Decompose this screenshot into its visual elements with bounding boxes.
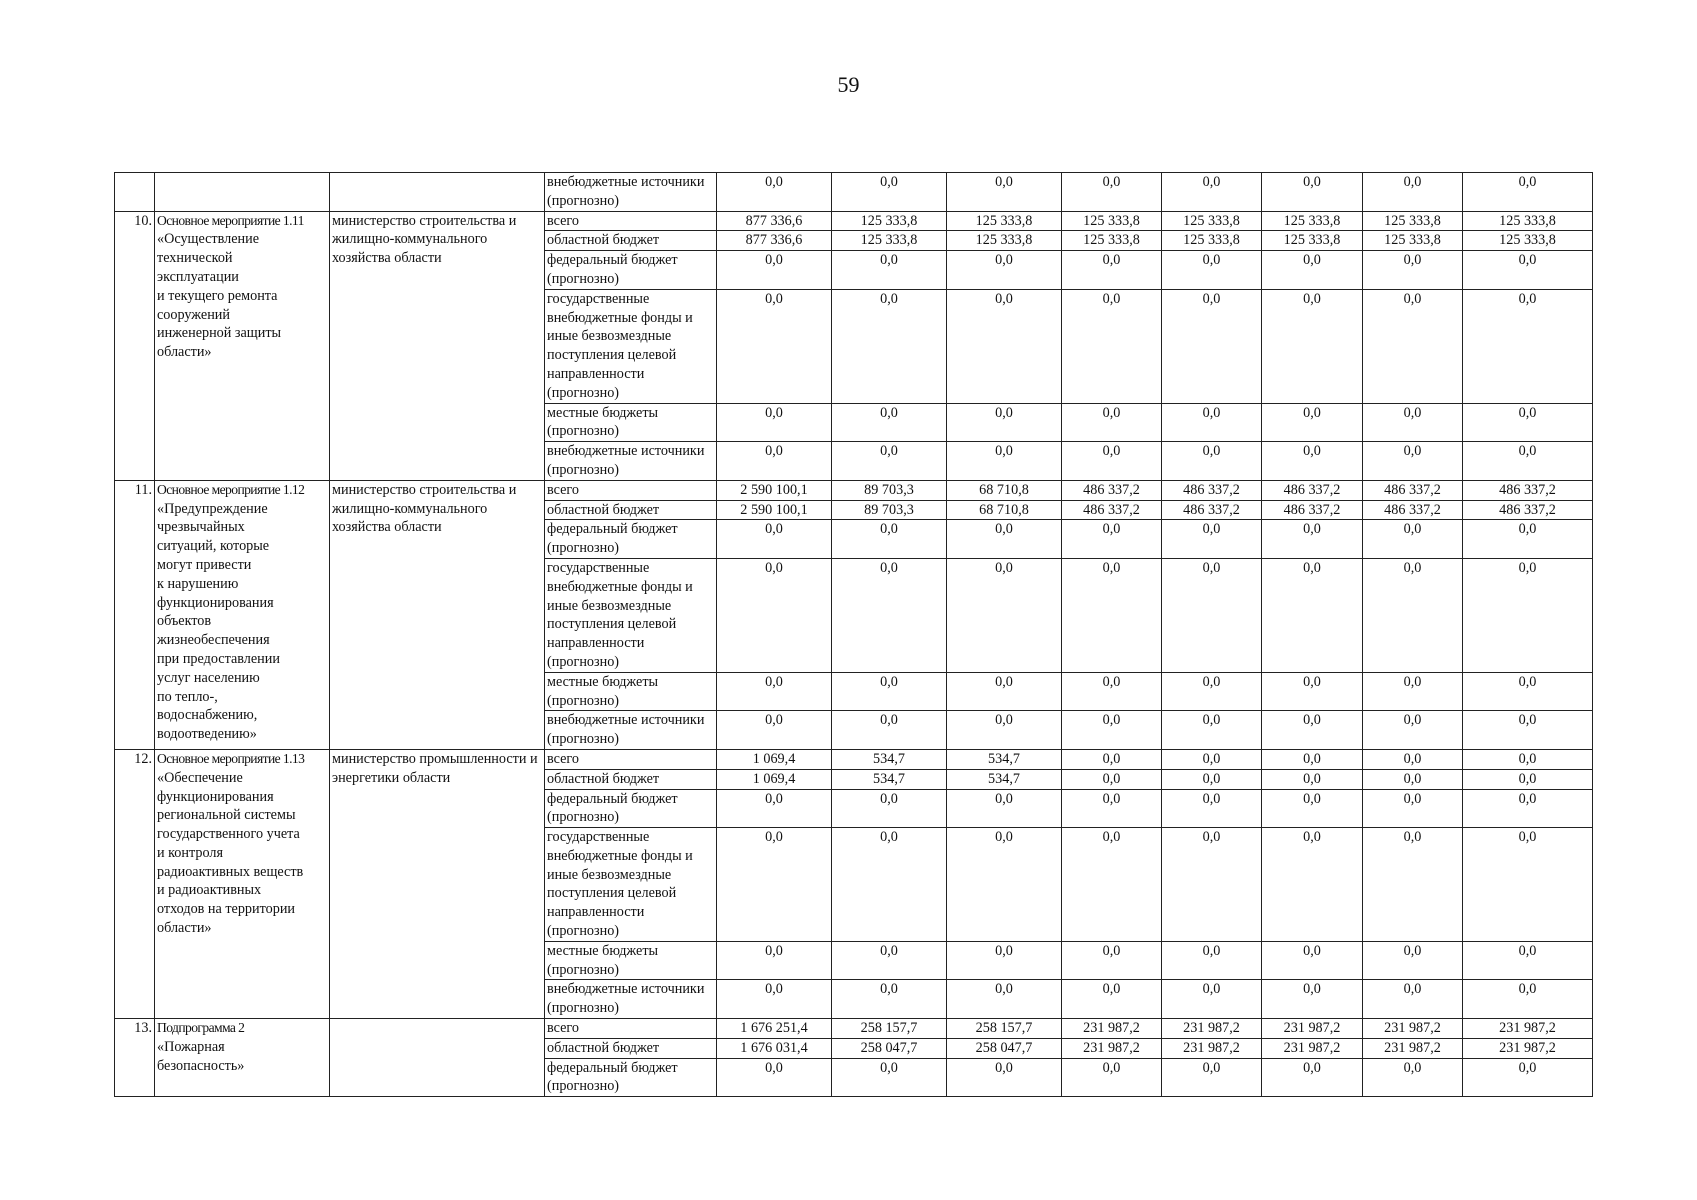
- value-cell: 231 987,2: [1062, 1019, 1162, 1039]
- value-cell: 0,0: [717, 828, 832, 942]
- value-cell: 0,0: [1363, 520, 1463, 559]
- executor-cell: министерство промышленности и энергетики области: [330, 749, 545, 1018]
- value-cell: 486 337,2: [1062, 500, 1162, 520]
- value-cell: 534,7: [947, 749, 1062, 769]
- value-cell: 231 987,2: [1463, 1038, 1593, 1058]
- source-cell: областной бюджет: [545, 500, 717, 520]
- value-cell: 0,0: [1463, 1058, 1593, 1097]
- value-cell: 0,0: [1463, 442, 1593, 481]
- value-cell: 486 337,2: [1363, 500, 1463, 520]
- value-cell: 0,0: [1262, 173, 1363, 212]
- index-cell: [115, 173, 155, 212]
- value-cell: 0,0: [1062, 442, 1162, 481]
- value-cell: 0,0: [1062, 558, 1162, 672]
- value-cell: 0,0: [832, 173, 947, 212]
- value-cell: 0,0: [717, 789, 832, 828]
- value-cell: 125 333,8: [947, 211, 1062, 231]
- value-cell: 0,0: [1162, 769, 1262, 789]
- value-cell: 2 590 100,1: [717, 480, 832, 500]
- source-cell: внебюджетные источники (прогнозно): [545, 711, 717, 750]
- value-cell: 125 333,8: [1463, 211, 1593, 231]
- value-cell: 0,0: [1062, 828, 1162, 942]
- source-cell: всего: [545, 211, 717, 231]
- value-cell: 258 047,7: [832, 1038, 947, 1058]
- value-cell: 0,0: [832, 1058, 947, 1097]
- source-cell: федеральный бюджет (прогнозно): [545, 251, 717, 290]
- value-cell: 0,0: [832, 789, 947, 828]
- value-cell: 231 987,2: [1262, 1038, 1363, 1058]
- value-cell: 0,0: [1262, 789, 1363, 828]
- value-cell: 0,0: [947, 941, 1062, 980]
- value-cell: 0,0: [947, 251, 1062, 290]
- value-cell: 486 337,2: [1062, 480, 1162, 500]
- value-cell: 0,0: [947, 672, 1062, 711]
- measure-title-head: Основное мероприятие 1.13: [157, 750, 305, 766]
- value-cell: 0,0: [1463, 980, 1593, 1019]
- value-cell: 486 337,2: [1262, 480, 1363, 500]
- value-cell: 231 987,2: [1363, 1038, 1463, 1058]
- value-cell: 486 337,2: [1463, 500, 1593, 520]
- value-cell: 125 333,8: [947, 231, 1062, 251]
- value-cell: 125 333,8: [1162, 211, 1262, 231]
- value-cell: 486 337,2: [1363, 480, 1463, 500]
- measure-title-body: «Обеспечение функционирования региональной системы государственного учета и контроля радиоактивных веществ и радиоактивных отходов на территории области»: [157, 769, 304, 937]
- table-row: [115, 749, 1593, 769]
- value-cell: 0,0: [1262, 711, 1363, 750]
- value-cell: 1 069,4: [717, 769, 832, 789]
- measure-title-head: Основное мероприятие 1.11: [157, 212, 304, 228]
- value-cell: 0,0: [717, 173, 832, 212]
- source-cell: всего: [545, 480, 717, 500]
- value-cell: 0,0: [1062, 173, 1162, 212]
- value-cell: 877 336,6: [717, 211, 832, 231]
- value-cell: 258 047,7: [947, 1038, 1062, 1058]
- value-cell: 0,0: [1162, 558, 1262, 672]
- value-cell: 0,0: [1062, 403, 1162, 442]
- value-cell: 0,0: [1162, 403, 1262, 442]
- value-cell: 0,0: [1162, 1058, 1262, 1097]
- value-cell: 0,0: [1463, 520, 1593, 559]
- value-cell: 0,0: [1162, 173, 1262, 212]
- value-cell: 0,0: [1463, 289, 1593, 403]
- value-cell: 0,0: [947, 520, 1062, 559]
- value-cell: 125 333,8: [1062, 231, 1162, 251]
- executor-cell: [330, 1019, 545, 1097]
- value-cell: 0,0: [1062, 672, 1162, 711]
- value-cell: 68 710,8: [947, 480, 1062, 500]
- value-cell: 125 333,8: [832, 231, 947, 251]
- value-cell: 231 987,2: [1363, 1019, 1463, 1039]
- value-cell: 89 703,3: [832, 480, 947, 500]
- value-cell: 0,0: [1162, 941, 1262, 980]
- source-cell: областной бюджет: [545, 231, 717, 251]
- value-cell: 0,0: [1363, 1058, 1463, 1097]
- source-cell: государственные внебюджетные фонды и иные безвозмездные поступления целевой направленности (прогнозно): [545, 289, 717, 403]
- value-cell: 125 333,8: [1463, 231, 1593, 251]
- value-cell: 0,0: [1262, 442, 1363, 481]
- value-cell: 0,0: [947, 403, 1062, 442]
- value-cell: 0,0: [1262, 980, 1363, 1019]
- value-cell: 0,0: [1262, 251, 1363, 290]
- source-cell: областной бюджет: [545, 1038, 717, 1058]
- value-cell: 0,0: [1262, 769, 1363, 789]
- value-cell: 0,0: [1162, 789, 1262, 828]
- table-row: [115, 480, 1593, 500]
- value-cell: 231 987,2: [1062, 1038, 1162, 1058]
- value-cell: 0,0: [1463, 173, 1593, 212]
- value-cell: 231 987,2: [1162, 1019, 1262, 1039]
- value-cell: 0,0: [947, 828, 1062, 942]
- source-cell: федеральный бюджет (прогнозно): [545, 520, 717, 559]
- value-cell: 0,0: [1162, 828, 1262, 942]
- value-cell: 0,0: [1363, 769, 1463, 789]
- source-cell: местные бюджеты (прогнозно): [545, 941, 717, 980]
- value-cell: 231 987,2: [1162, 1038, 1262, 1058]
- table-row: [115, 211, 1593, 231]
- value-cell: 0,0: [1262, 672, 1363, 711]
- value-cell: 0,0: [832, 558, 947, 672]
- source-cell: внебюджетные источники (прогнозно): [545, 980, 717, 1019]
- value-cell: 0,0: [1363, 672, 1463, 711]
- value-cell: 0,0: [1463, 828, 1593, 942]
- value-cell: 486 337,2: [1463, 480, 1593, 500]
- value-cell: 125 333,8: [832, 211, 947, 231]
- value-cell: 0,0: [832, 251, 947, 290]
- value-cell: 0,0: [717, 941, 832, 980]
- value-cell: 0,0: [1162, 251, 1262, 290]
- row-index: 10.: [115, 211, 155, 480]
- measure-title-head: Основное мероприятие 1.12: [157, 481, 305, 497]
- value-cell: 0,0: [1062, 749, 1162, 769]
- measure-title-body: «Пожарная безопасность»: [157, 1038, 245, 1074]
- value-cell: 0,0: [832, 980, 947, 1019]
- value-cell: 0,0: [1262, 941, 1363, 980]
- value-cell: 0,0: [1363, 941, 1463, 980]
- value-cell: 0,0: [1162, 520, 1262, 559]
- value-cell: 0,0: [1363, 558, 1463, 672]
- value-cell: 0,0: [1062, 941, 1162, 980]
- value-cell: 0,0: [832, 828, 947, 942]
- value-cell: 0,0: [832, 403, 947, 442]
- source-cell: местные бюджеты (прогнозно): [545, 672, 717, 711]
- value-cell: 0,0: [1062, 1058, 1162, 1097]
- value-cell: 486 337,2: [1262, 500, 1363, 520]
- budget-table: [114, 172, 1593, 1097]
- measure-title-head: Подпрограмма 2: [157, 1020, 245, 1036]
- value-cell: 0,0: [717, 442, 832, 481]
- value-cell: 0,0: [832, 941, 947, 980]
- value-cell: 0,0: [1062, 769, 1162, 789]
- source-cell: местные бюджеты (прогнозно): [545, 403, 717, 442]
- value-cell: 0,0: [1363, 980, 1463, 1019]
- value-cell: 1 069,4: [717, 749, 832, 769]
- executor-cell: [330, 173, 545, 212]
- source-cell: государственные внебюджетные фонды и иные безвозмездные поступления целевой направленности (прогнозно): [545, 828, 717, 942]
- value-cell: 0,0: [717, 558, 832, 672]
- row-index: 11.: [115, 480, 155, 749]
- value-cell: 0,0: [717, 980, 832, 1019]
- value-cell: 0,0: [1062, 980, 1162, 1019]
- value-cell: 534,7: [832, 749, 947, 769]
- value-cell: 0,0: [1363, 289, 1463, 403]
- value-cell: 0,0: [717, 1058, 832, 1097]
- value-cell: 0,0: [717, 711, 832, 750]
- value-cell: 2 590 100,1: [717, 500, 832, 520]
- value-cell: 0,0: [1463, 403, 1593, 442]
- value-cell: 0,0: [947, 711, 1062, 750]
- source-cell: внебюджетные источники (прогнозно): [545, 442, 717, 481]
- value-cell: 0,0: [1363, 442, 1463, 481]
- value-cell: 0,0: [1463, 672, 1593, 711]
- measure-title: [155, 211, 330, 480]
- budget-body: [115, 173, 1593, 1097]
- value-cell: 0,0: [1363, 749, 1463, 769]
- measure-title-body: «Предупреждение чрезвычайных ситуаций, которые могут привести к нарушению функционирования объектов жизнеобеспечения при предоставлении услуг населению по тепло-, водоснабжению, водоотведению»: [157, 500, 280, 743]
- value-cell: 0,0: [832, 520, 947, 559]
- value-cell: 0,0: [1062, 520, 1162, 559]
- source-cell: областной бюджет: [545, 769, 717, 789]
- value-cell: 125 333,8: [1363, 211, 1463, 231]
- value-cell: 0,0: [947, 1058, 1062, 1097]
- value-cell: 0,0: [1162, 711, 1262, 750]
- value-cell: 0,0: [1262, 828, 1363, 942]
- value-cell: 0,0: [1262, 558, 1363, 672]
- value-cell: 125 333,8: [1062, 211, 1162, 231]
- value-cell: 0,0: [1363, 711, 1463, 750]
- value-cell: 0,0: [1363, 403, 1463, 442]
- value-cell: 0,0: [717, 289, 832, 403]
- executor-cell: министерство строительства и жилищно-коммунального хозяйства области: [330, 480, 545, 749]
- value-cell: 0,0: [832, 289, 947, 403]
- value-cell: 486 337,2: [1162, 500, 1262, 520]
- value-cell: 0,0: [832, 711, 947, 750]
- value-cell: 534,7: [947, 769, 1062, 789]
- value-cell: 486 337,2: [1162, 480, 1262, 500]
- value-cell: 125 333,8: [1363, 231, 1463, 251]
- measure-title: [155, 749, 330, 1018]
- value-cell: 0,0: [947, 558, 1062, 672]
- value-cell: 89 703,3: [832, 500, 947, 520]
- page-number: 59: [837, 72, 860, 97]
- value-cell: 0,0: [1363, 173, 1463, 212]
- value-cell: 0,0: [1262, 520, 1363, 559]
- value-cell: 125 333,8: [1262, 231, 1363, 251]
- value-cell: 0,0: [1463, 769, 1593, 789]
- value-cell: 258 157,7: [832, 1019, 947, 1039]
- source-cell: государственные внебюджетные фонды и иные безвозмездные поступления целевой направленности (прогнозно): [545, 558, 717, 672]
- value-cell: 877 336,6: [717, 231, 832, 251]
- value-cell: 125 333,8: [1262, 211, 1363, 231]
- measure-title-body: «Осуществление технической эксплуатации и текущего ремонта сооружений инженерной защиты области»: [157, 231, 282, 361]
- value-cell: 0,0: [1062, 251, 1162, 290]
- source-cell: федеральный бюджет (прогнозно): [545, 1058, 717, 1097]
- value-cell: 0,0: [1062, 289, 1162, 403]
- value-cell: 0,0: [717, 403, 832, 442]
- source-cell: федеральный бюджет (прогнозно): [545, 789, 717, 828]
- value-cell: 125 333,8: [1162, 231, 1262, 251]
- title-cell: [155, 173, 330, 212]
- measure-title: [155, 480, 330, 749]
- table-row: [115, 1019, 1593, 1039]
- value-cell: 68 710,8: [947, 500, 1062, 520]
- value-cell: 534,7: [832, 769, 947, 789]
- row-index: 13.: [115, 1019, 155, 1097]
- value-cell: 0,0: [1162, 442, 1262, 481]
- value-cell: 0,0: [1262, 289, 1363, 403]
- value-cell: 0,0: [717, 520, 832, 559]
- value-cell: 258 157,7: [947, 1019, 1062, 1039]
- value-cell: 0,0: [947, 980, 1062, 1019]
- source-cell: всего: [545, 749, 717, 769]
- value-cell: 1 676 251,4: [717, 1019, 832, 1039]
- value-cell: 231 987,2: [1262, 1019, 1363, 1039]
- value-cell: 0,0: [717, 251, 832, 290]
- value-cell: 0,0: [1463, 711, 1593, 750]
- value-cell: 0,0: [1262, 749, 1363, 769]
- value-cell: 0,0: [947, 173, 1062, 212]
- value-cell: 0,0: [1162, 980, 1262, 1019]
- value-cell: 1 676 031,4: [717, 1038, 832, 1058]
- value-cell: 0,0: [1463, 749, 1593, 769]
- value-cell: 0,0: [1363, 251, 1463, 290]
- executor-cell: министерство строительства и жилищно-коммунального хозяйства области: [330, 211, 545, 480]
- value-cell: 0,0: [947, 442, 1062, 481]
- table-row: [115, 173, 1593, 212]
- value-cell: 0,0: [1262, 1058, 1363, 1097]
- value-cell: 0,0: [717, 672, 832, 711]
- source-cell: внебюджетные источники (прогнозно): [545, 173, 717, 212]
- value-cell: 0,0: [1363, 828, 1463, 942]
- value-cell: 0,0: [1463, 251, 1593, 290]
- measure-title: [155, 1019, 330, 1097]
- value-cell: 0,0: [1062, 789, 1162, 828]
- value-cell: 0,0: [1463, 789, 1593, 828]
- value-cell: 231 987,2: [1463, 1019, 1593, 1039]
- value-cell: 0,0: [1062, 711, 1162, 750]
- value-cell: 0,0: [947, 789, 1062, 828]
- value-cell: 0,0: [1463, 941, 1593, 980]
- value-cell: 0,0: [947, 289, 1062, 403]
- value-cell: 0,0: [1162, 749, 1262, 769]
- value-cell: 0,0: [1363, 789, 1463, 828]
- value-cell: 0,0: [1262, 403, 1363, 442]
- value-cell: 0,0: [1463, 558, 1593, 672]
- value-cell: 0,0: [832, 442, 947, 481]
- value-cell: 0,0: [1162, 672, 1262, 711]
- row-index: 12.: [115, 749, 155, 1018]
- value-cell: 0,0: [1162, 289, 1262, 403]
- value-cell: 0,0: [832, 672, 947, 711]
- source-cell: всего: [545, 1019, 717, 1039]
